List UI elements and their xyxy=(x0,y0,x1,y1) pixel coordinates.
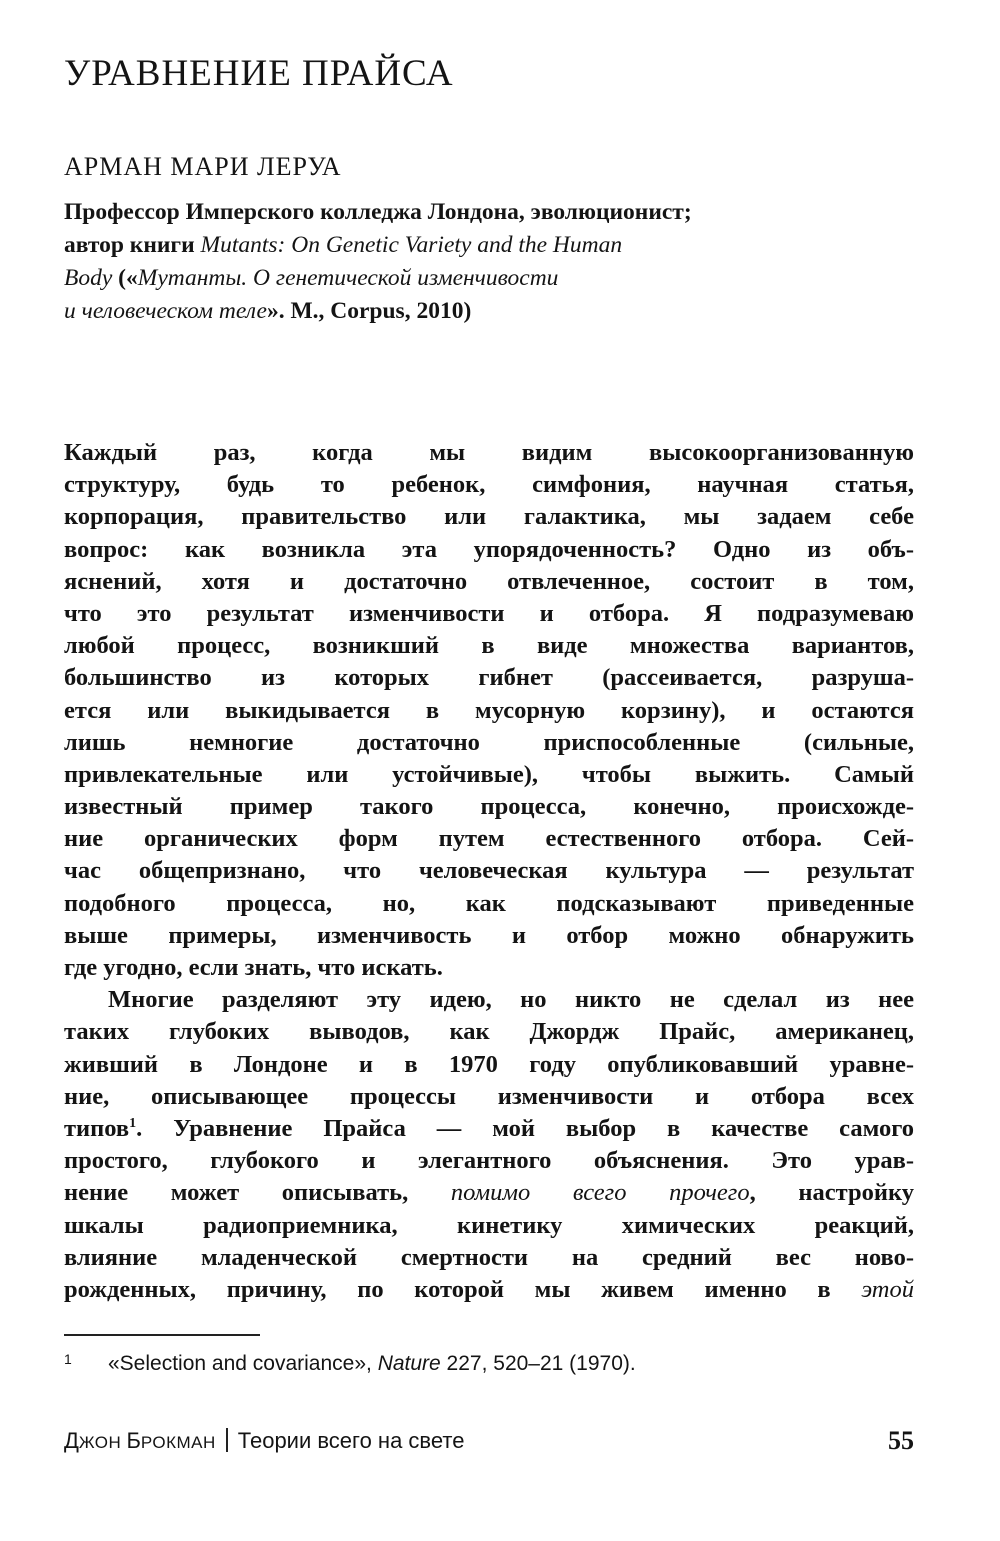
text-line: яснений, хотя и достаточно отвлеченное, состоит в том, xyxy=(64,567,914,595)
footnote-reference[interactable]: 1 xyxy=(129,1115,137,1131)
text-line: большинство из которых гибнет (рассеивается, разруша- xyxy=(64,664,914,692)
author-bio-line: Профессор Имперского колледжа Лондона, эволюционист; xyxy=(64,199,692,225)
text-line: лишь немногие достаточно приспособленные (сильные, xyxy=(64,728,914,756)
footer-author: ДЖОН БРОКМАН xyxy=(64,1428,216,1453)
text-line: ние органических форм путем естественного отбора. Сей- xyxy=(64,825,914,853)
author-name: АРМАН МАРИ ЛЕРУА xyxy=(64,152,342,181)
emphasis: этой xyxy=(861,1275,914,1303)
text-line: корпорация, правительство или галактика, мы задаем себе xyxy=(64,503,914,531)
paragraph-1 xyxy=(64,437,914,984)
text-line: шкалы радиоприемника, кинетику химических реакций, xyxy=(64,1211,914,1239)
running-footer xyxy=(64,1426,914,1458)
text-line: подобного процесса, но, как подсказывают приведенные xyxy=(64,889,914,917)
text-line: влияние младенческой смертности на средний вес ново- xyxy=(64,1243,914,1271)
text-line: выше примеры, изменчивость и отбор можно обнаружить xyxy=(64,921,914,949)
essay-body xyxy=(64,437,914,1306)
footer-separator xyxy=(226,1428,228,1452)
text-line: типов$^1$. Уравнение Прайса — мой выбор в качестве самого xyxy=(64,1114,914,1142)
text-line: любой процесс, возникший в виде множества вариантов, xyxy=(64,632,914,660)
text-line: структуру, будь то ребенок, симфония, научная статья, xyxy=(64,471,914,499)
text-line: привлекательные или устойчивые), чтобы выжить. Самый xyxy=(64,760,914,788)
text-line: известный пример такого процесса, конечно, происхожде- xyxy=(64,793,914,821)
text-line: вопрос: как возникла эта упорядоченность? Одно из объ- xyxy=(64,535,914,563)
text-line: нение может описывать, помимо всего прочего, настройку xyxy=(64,1179,915,1207)
footnote-marker: 1 xyxy=(64,1351,72,1367)
author-bio-line: автор книги Mutants: On Genetic Variety and the Human xyxy=(64,232,623,258)
text-line: Каждый раз, когда мы видим высокоорганизованную xyxy=(64,439,914,466)
footnote-divider xyxy=(64,1334,260,1336)
text-line: час общепризнано, что человеческая культура — результат xyxy=(64,857,914,885)
text-line: Многие разделяют эту идею, но никто не сделал из нее xyxy=(108,986,914,1014)
author-bio-line: и человеческом теле». М., Corpus, 2010) xyxy=(64,298,472,324)
footer-book-title: Теории всего на свете xyxy=(237,1428,465,1453)
text-line: рожденных, причину, по которой мы живем именно в этой xyxy=(64,1275,914,1303)
page-number: 55 xyxy=(888,1426,914,1455)
book-title-en: Body xyxy=(64,265,113,291)
author-bio-line: Body («Мутанты. О генетической изменчивости xyxy=(64,265,559,291)
text-line: ние, описывающее процессы изменчивости и отбора всех xyxy=(64,1082,914,1110)
text-line: простого, глубокого и элегантного объяснения. Это урав- xyxy=(64,1147,914,1175)
emphasis: помимо всего прочего xyxy=(450,1179,750,1207)
book-page xyxy=(64,0,914,1541)
text-line: таких глубоких выводов, как Джордж Прайс, американец, xyxy=(64,1018,914,1046)
journal-name: Nature xyxy=(377,1352,441,1375)
paragraph-2 xyxy=(64,984,914,1306)
book-title-ru: и человеческом теле xyxy=(64,298,267,324)
chapter-title: УРАВНЕНИЕ ПРАЙСА xyxy=(64,53,454,94)
book-title-en: Mutants: On Genetic Variety and the Human xyxy=(200,232,623,258)
footnote: 1 «Selection and covariance», Nature 227, 520–21 (1970). xyxy=(64,1351,636,1375)
text-line: где угодно, если знать, что искать. xyxy=(64,954,443,981)
author-bio xyxy=(64,196,692,328)
text-line: живший в Лондоне и в 1970 году опубликовавший уравне- xyxy=(64,1050,914,1078)
text-line: ется или выкидывается в мусорную корзину), и остаются xyxy=(64,696,914,724)
book-title-ru: Мутанты. О генетической изменчивости xyxy=(137,265,559,291)
footer-book-info xyxy=(64,1428,464,1454)
text-line: что это результат изменчивости и отбора. Я подразумеваю xyxy=(64,599,914,627)
